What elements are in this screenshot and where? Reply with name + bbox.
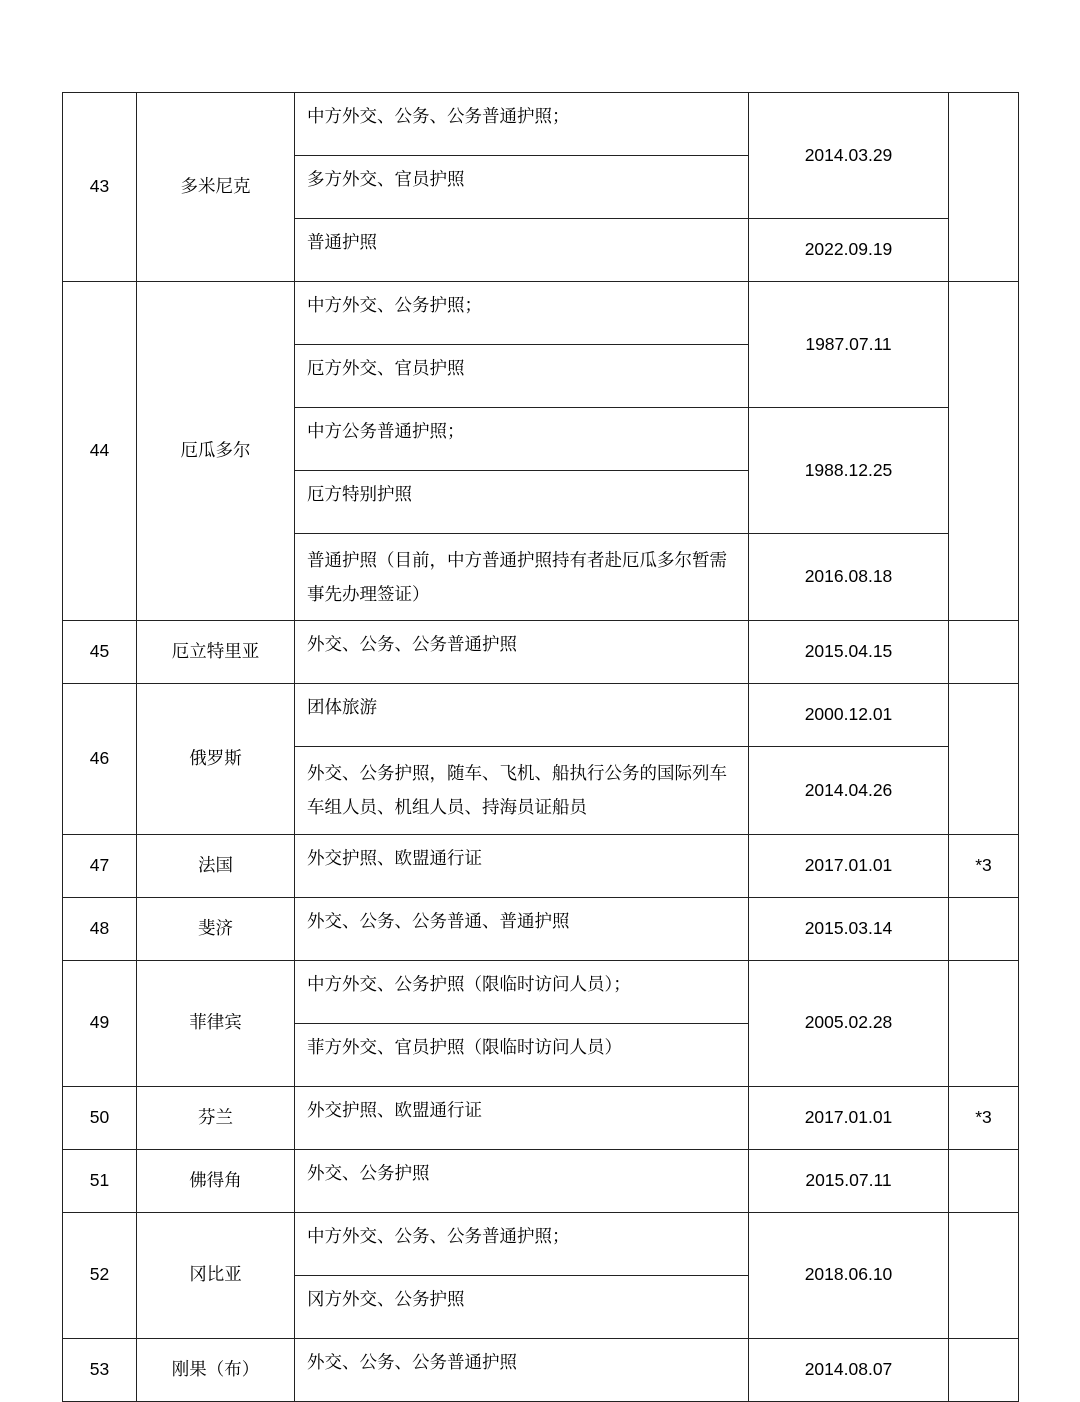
row-number-cell: 47 xyxy=(63,834,137,897)
effective-date-cell: 1988.12.25 xyxy=(749,408,949,534)
note-cell xyxy=(949,1338,1019,1401)
passport-type-cell: 厄方外交、官员护照 xyxy=(295,345,749,408)
note-cell xyxy=(949,960,1019,1086)
note-cell xyxy=(949,282,1019,621)
table-row xyxy=(63,1086,1019,1149)
passport-type-cell: 外交、公务、公务普通、普通护照 xyxy=(295,897,749,960)
row-number-cell: 52 xyxy=(63,1212,137,1338)
effective-date-cell: 2015.03.14 xyxy=(749,897,949,960)
country-cell: 刚果（布） xyxy=(137,1338,295,1401)
note-cell xyxy=(949,684,1019,834)
effective-date-cell: 2022.09.19 xyxy=(749,219,949,282)
note-cell: *3 xyxy=(949,1086,1019,1149)
country-cell: 俄罗斯 xyxy=(137,684,295,834)
note-cell xyxy=(949,93,1019,282)
country-cell: 冈比亚 xyxy=(137,1212,295,1338)
row-number-cell: 51 xyxy=(63,1149,137,1212)
effective-date-cell: 2015.04.15 xyxy=(749,621,949,684)
effective-date-cell: 2014.04.26 xyxy=(749,747,949,834)
table-row xyxy=(63,897,1019,960)
note-cell xyxy=(949,897,1019,960)
note-cell xyxy=(949,1212,1019,1338)
country-cell: 法国 xyxy=(137,834,295,897)
passport-type-cell: 多方外交、官员护照 xyxy=(295,156,749,219)
passport-type-cell: 中方公务普通护照； xyxy=(295,408,749,471)
row-number-cell: 44 xyxy=(63,282,137,621)
passport-type-cell: 外交护照、欧盟通行证 xyxy=(295,834,749,897)
effective-date-cell: 2017.01.01 xyxy=(749,1086,949,1149)
effective-date-cell: 2014.08.07 xyxy=(749,1338,949,1401)
note-cell xyxy=(949,1149,1019,1212)
passport-type-cell: 厄方特别护照 xyxy=(295,471,749,534)
passport-type-cell: 普通护照（目前，中方普通护照持有者赴厄瓜多尔暂需事先办理签证） xyxy=(295,534,749,621)
country-cell: 多米尼克 xyxy=(137,93,295,282)
passport-type-cell: 中方外交、公务、公务普通护照； xyxy=(295,93,749,156)
note-cell xyxy=(949,621,1019,684)
table-row xyxy=(63,282,1019,345)
table-row xyxy=(63,834,1019,897)
passport-type-cell: 外交、公务护照，随车、飞机、船执行公务的国际列车车组人员、机组人员、持海员证船员 xyxy=(295,747,749,834)
row-number-cell: 48 xyxy=(63,897,137,960)
row-number-cell: 49 xyxy=(63,960,137,1086)
passport-type-cell: 外交、公务护照 xyxy=(295,1149,749,1212)
passport-type-cell: 外交、公务、公务普通护照 xyxy=(295,1338,749,1401)
effective-date-cell: 2015.07.11 xyxy=(749,1149,949,1212)
row-number-cell: 50 xyxy=(63,1086,137,1149)
table-row xyxy=(63,960,1019,1023)
visa-agreement-table xyxy=(62,92,1019,1402)
row-number-cell: 43 xyxy=(63,93,137,282)
table-row xyxy=(63,1212,1019,1275)
effective-date-cell: 2000.12.01 xyxy=(749,684,949,747)
country-cell: 厄立特里亚 xyxy=(137,621,295,684)
effective-date-cell: 2018.06.10 xyxy=(749,1212,949,1338)
passport-type-cell: 外交护照、欧盟通行证 xyxy=(295,1086,749,1149)
table-row xyxy=(63,684,1019,747)
row-number-cell: 53 xyxy=(63,1338,137,1401)
passport-type-cell: 普通护照 xyxy=(295,219,749,282)
note-cell: *3 xyxy=(949,834,1019,897)
effective-date-cell: 2017.01.01 xyxy=(749,834,949,897)
table-row xyxy=(63,1149,1019,1212)
row-number-cell: 46 xyxy=(63,684,137,834)
country-cell: 斐济 xyxy=(137,897,295,960)
passport-type-cell: 菲方外交、官员护照（限临时访问人员） xyxy=(295,1023,749,1086)
country-cell: 厄瓜多尔 xyxy=(137,282,295,621)
passport-type-cell: 中方外交、公务、公务普通护照； xyxy=(295,1212,749,1275)
table-row xyxy=(63,1338,1019,1401)
row-number-cell: 45 xyxy=(63,621,137,684)
table-row xyxy=(63,621,1019,684)
passport-type-cell: 冈方外交、公务护照 xyxy=(295,1275,749,1338)
country-cell: 佛得角 xyxy=(137,1149,295,1212)
effective-date-cell: 2016.08.18 xyxy=(749,534,949,621)
country-cell: 菲律宾 xyxy=(137,960,295,1086)
effective-date-cell: 2014.03.29 xyxy=(749,93,949,219)
passport-type-cell: 外交、公务、公务普通护照 xyxy=(295,621,749,684)
country-cell: 芬兰 xyxy=(137,1086,295,1149)
effective-date-cell: 2005.02.28 xyxy=(749,960,949,1086)
effective-date-cell: 1987.07.11 xyxy=(749,282,949,408)
table-row xyxy=(63,93,1019,156)
passport-type-cell: 中方外交、公务护照； xyxy=(295,282,749,345)
passport-type-cell: 团体旅游 xyxy=(295,684,749,747)
passport-type-cell: 中方外交、公务护照（限临时访问人员）； xyxy=(295,960,749,1023)
